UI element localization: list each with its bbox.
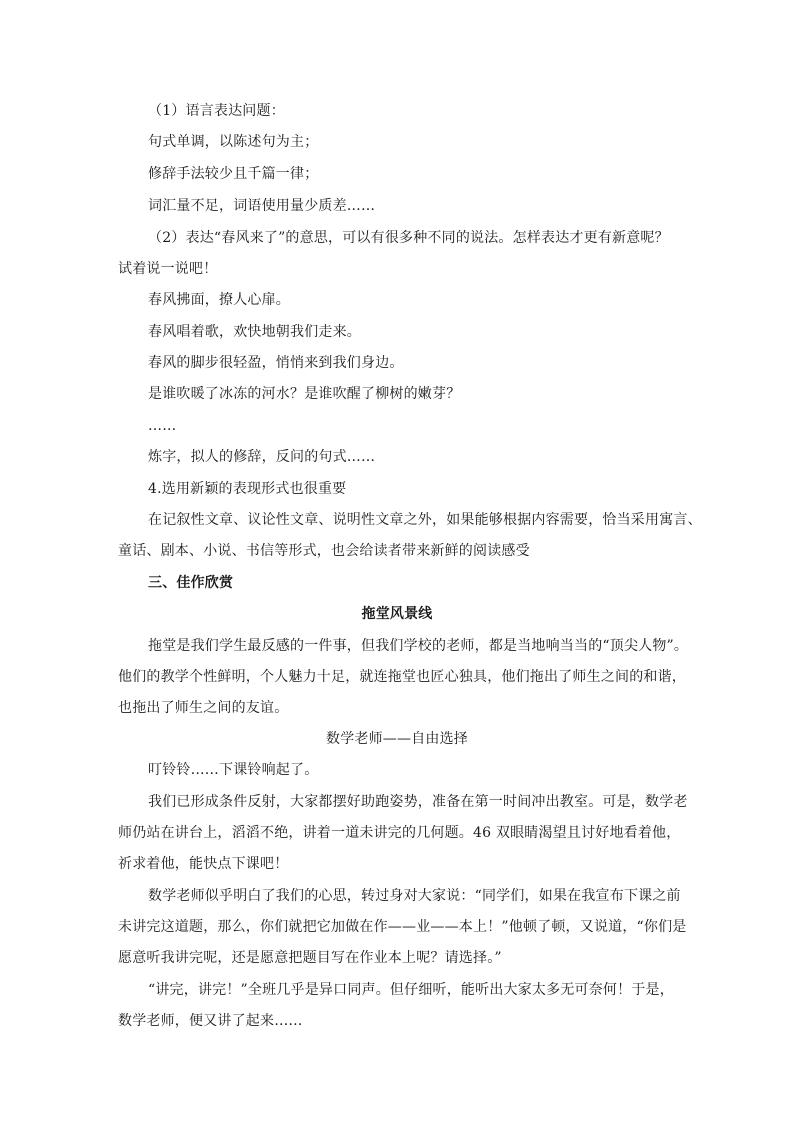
essay-paragraph-line: 数学老师似乎明白了我们的心思，转过身对大家说：“同学们，如果在我宣布下课之前 — [148, 888, 681, 904]
essay-paragraph-line: 愿意听我讲完呢，还是愿意把题目写在作业本上呢？请选择。” — [118, 950, 502, 966]
essay-paragraph-line: “讲完，讲完！”全班几乎是异口同声。但仔细听，能听出大家太多无可奈何！于是， — [148, 982, 674, 998]
essay-paragraph-line: 也拖出了师生之间的友谊。 — [118, 700, 289, 716]
essay-paragraph-line: 未讲完这道题，那么，你们就把它加做在作——业——本上！”他顿了顿，又说道，“你们是 — [118, 919, 687, 935]
essay-paragraph-line: 数学老师，便又讲了起来…… — [118, 1013, 303, 1029]
new-form-paragraph-line: 在记叙性文章、议论性文章、说明性文章之外，如果能够根据内容需要，恰当采用寓言、 — [148, 512, 702, 528]
example-sentence: 春风的脚步很轻盈，悄悄来到我们身边。 — [148, 355, 404, 371]
essay-paragraph-line: 拖堂是我们学生最反感的一件事，但我们学校的老师，都是当地响当当的“顶尖人物”。 — [148, 638, 689, 654]
section-heading: 三、佳作欣赏 — [148, 575, 234, 591]
essay-paragraph-line: 叮铃铃……下课铃响起了。 — [148, 762, 319, 778]
problem-item: 修辞手法较少且千篇一律； — [148, 166, 319, 182]
essay-title: 拖堂风景线 — [361, 606, 433, 622]
essay-paragraph-line: 师仍站在讲台上，滔滔不绝，讲着一道未讲完的几何题。46 双眼睛渴望且讨好地看着他， — [118, 825, 681, 841]
problem-item: 句式单调，以陈述句为主； — [148, 134, 319, 150]
expression-question-line: 试着说一说吧！ — [118, 261, 218, 277]
expression-question-line: （2）表达“春风来了”的意思，可以有很多种不同的说法。怎样表达才更有新意呢？ — [148, 230, 669, 246]
essay-paragraph-line: 我们已形成条件反射，大家都摆好助跑姿势，准备在第一时间冲出教室。可是，数学老 — [148, 794, 688, 810]
new-form-paragraph-line: 童话、剧本、小说、书信等形式，也会给读者带来新鲜的阅读感受 — [118, 543, 530, 559]
technique-summary: 炼字，拟人的修辞，反问的句式…… — [148, 449, 376, 465]
new-form-heading: 4.选用新颖的表现形式也很重要 — [148, 481, 347, 497]
essay-paragraph-line: 他们的教学个性鲜明，个人魅力十足，就连拖堂也匠心独具，他们拖出了师生之间的和谐， — [118, 669, 686, 685]
language-problem-heading: （1）语言表达问题： — [148, 103, 285, 119]
example-ellipsis: …… — [148, 418, 177, 434]
example-sentence: 春风唱着歌，欢快地朝我们走来。 — [148, 324, 361, 340]
example-sentence: 春风拂面，撩人心扉。 — [148, 292, 290, 308]
problem-item: 词汇量不足，词语使用量少质差…… — [148, 198, 376, 214]
essay-subtitle: 数学老师——自由选择 — [326, 731, 468, 747]
essay-paragraph-line: 祈求着他，能快点下课吧！ — [118, 856, 289, 872]
example-sentence: 是谁吹暖了冰冻的河水？是谁吹醒了柳树的嫩芽？ — [148, 386, 461, 402]
